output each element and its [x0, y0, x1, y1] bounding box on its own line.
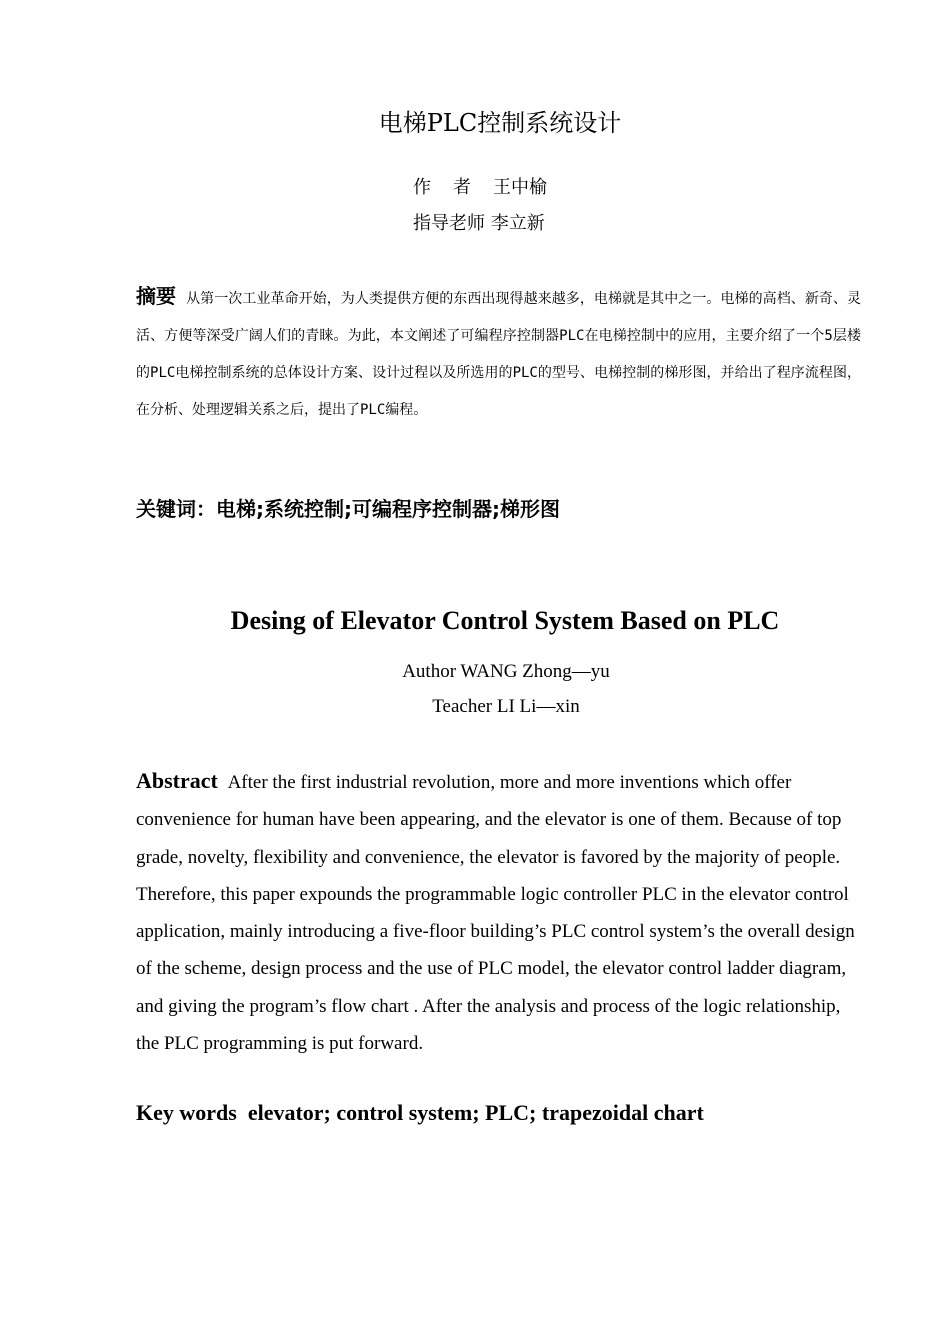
english-abstract-heading: Abstract	[136, 768, 218, 793]
english-keywords	[136, 1096, 704, 1130]
chinese-author-line	[413, 173, 547, 203]
chinese-abstract-body: 从第一次工业革命开始，为人类提供方便的东西出现得越来越多，电梯就是其中之一。电梯的高档、新奇、灵活、方便等深受广阔人们的青睐。为此，本文阐述了可编程序控制器PLC在电梯控制中的应用，主要介绍了一个5层楼的PLC电梯控制系统的总体设计方案、设计过程以及所选用的PLC的型号、电梯控制的梯形图，并给出了程序流程图，在分析、处理逻辑关系之后，提出了PLC编程。	[136, 291, 861, 418]
advisor-label: 指导老师	[413, 213, 485, 234]
author-label: 作者	[413, 177, 493, 198]
english-keywords-body: elevator; control system; PLC; trapezoidal chart	[247, 1100, 704, 1125]
english-author-line: Author WANG Zhong—yu	[402, 661, 610, 682]
chinese-abstract	[136, 278, 861, 429]
english-abstract-body: After the first industrial revolution, more and more inventions which offer convenience for human have been appearing, and the elevator is one of them. Because of top grade, novelty, flexibility and convenience, the elevator is favored by the majority of people. Therefore, this paper expounds the programmable logic controller PLC in the elevator control application, mainly introducing a five-floor building’s PLC control system’s the overall design of the scheme, design process and the use of PLC model, the elevator control ladder diagram, and giving the program’s flow chart . After the analysis and process of the logic relationship, the PLC programming is put forward.	[136, 772, 855, 1055]
chinese-advisor-line	[413, 209, 545, 239]
chinese-abstract-heading: 摘要	[136, 284, 177, 308]
author-name: 王中榆	[493, 177, 547, 198]
english-abstract	[136, 762, 861, 1062]
chinese-keywords: 关键词：电梯;系统控制;可编程序控制器;梯形图	[136, 497, 560, 521]
advisor-name: 李立新	[490, 213, 545, 234]
english-title: Desing of Elevator Control System Based on PLC	[230, 606, 780, 635]
english-teacher-line: Teacher LI Li—xin	[432, 696, 580, 717]
chinese-title: 电梯PLC控制系统设计	[378, 109, 622, 137]
english-keywords-heading: Key words	[136, 1100, 237, 1125]
